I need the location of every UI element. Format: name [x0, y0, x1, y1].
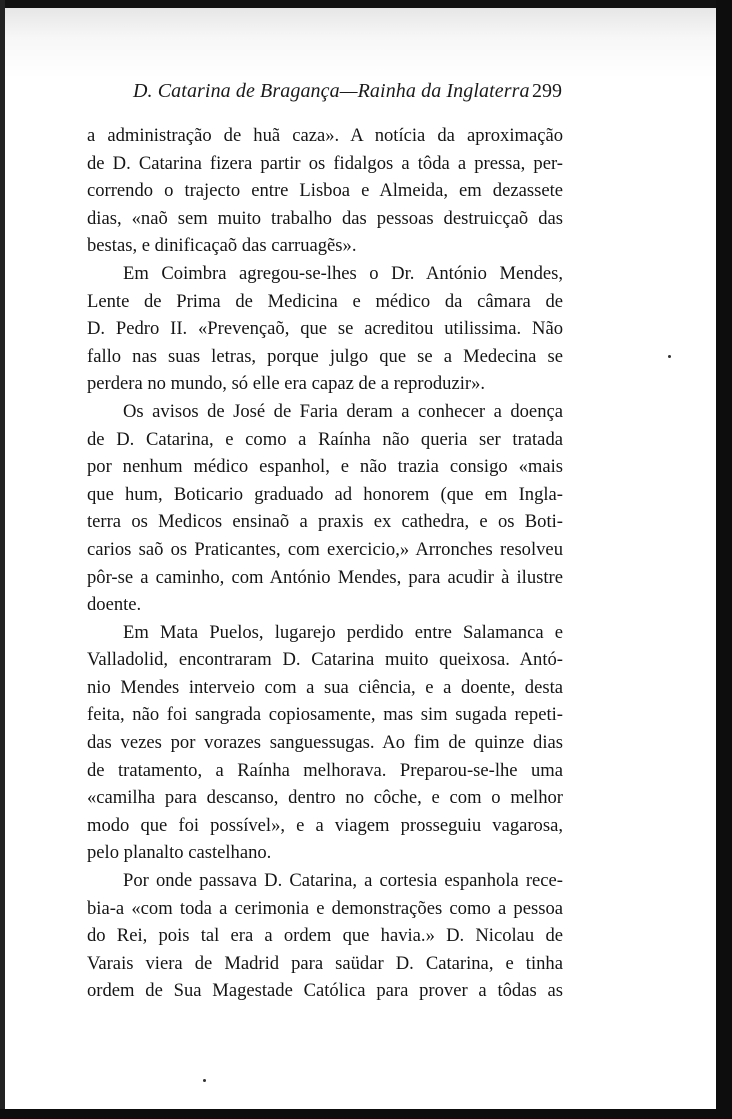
- text-line: das vezes por vorazes sanguessugas. Ao fim de quinze dias: [87, 732, 563, 754]
- text-line: feita, não foi sangrada copiosamente, mas sim sugada repeti-: [87, 704, 563, 726]
- text-line: bestas, e dinificaçaõ das carruagẽs».: [87, 235, 357, 257]
- book-page: [5, 8, 716, 1109]
- text-line: a administração de huã caza». A notícia da aproximação: [87, 125, 563, 146]
- text-line: Em Mata Puelos, lugarejo perdido entre Salamanca e: [123, 621, 563, 643]
- paragraph: [87, 122, 563, 260]
- text-line: Varais viera de Madrid para saüdar D. Catarina, e tinha: [87, 952, 563, 974]
- text-line: pôr-se a caminho, com António Mendes, para acudir à ilustre: [87, 566, 563, 588]
- text-line: dias, «naõ sem muito trabalho das pessoas destruicçaõ das: [87, 207, 563, 229]
- text-line: Os avisos de José de Faria deram a conhecer a doença: [123, 400, 563, 422]
- text-line: por nenhum médico espanhol, e não trazia consigo «mais: [87, 456, 563, 478]
- page-header: [5, 74, 716, 104]
- text-line: de D. Catarina fizera partir os fidalgos a tôda a pressa, per-: [87, 152, 563, 174]
- text-line: Lente de Prima de Medicina e médico da câmara de: [87, 290, 563, 312]
- running-head: D. Catarina de Bragança—Rainha da Inglaterra: [133, 80, 530, 102]
- scan-border-right: [716, 0, 732, 1119]
- scan-speck: [203, 1079, 206, 1082]
- paragraph: [87, 398, 563, 619]
- text-line: D. Pedro II. «Prevençaõ, que se acreditou utilissima. Não: [87, 318, 563, 340]
- text-line: correndo o trajecto entre Lisboa e Almeida, em dezassete: [87, 180, 563, 202]
- paragraph: [87, 867, 563, 1005]
- text-line: «camilha para descanso, dentro no côche, e com o melhor: [87, 787, 563, 809]
- text-line: fallo nas suas letras, porque julgo que se a Medecina se: [87, 345, 563, 367]
- text-line: que hum, Boticario graduado ad honorem (que em Ingla-: [87, 483, 563, 505]
- text-line: terra os Medicos ensinaõ a praxis ex cathedra, e os Boti-: [87, 511, 563, 533]
- page-number: 299: [532, 80, 562, 102]
- text-line: ordem de Sua Magestade Católica para prover a tôdas as: [87, 980, 563, 1002]
- text-line: Em Coimbra agregou-se-lhes o Dr. António Mendes,: [123, 262, 563, 284]
- paragraph: [87, 619, 563, 867]
- text-line: pelo planalto castelhano.: [87, 842, 272, 864]
- text-line: bia-a «com toda a cerimonia e demonstrações como a pessoa: [87, 897, 563, 919]
- body-text: [87, 122, 563, 1005]
- scan-border-left: [0, 0, 5, 1119]
- scan-speck: [668, 355, 671, 358]
- text-line: perdera no mundo, só elle era capaz de a reproduzir».: [87, 373, 486, 395]
- scan-border-bottom: [0, 1109, 732, 1119]
- text-line: doente.: [87, 594, 142, 616]
- text-line: de tratamento, a Raínha melhorava. Preparou-se-lhe uma: [87, 759, 563, 781]
- text-line: carios saõ os Praticantes, com exercicio,» Arronches resolveu: [87, 538, 563, 560]
- text-line: de D. Catarina, e como a Raínha não queria ser tratada: [87, 428, 563, 450]
- text-line: nio Mendes interveio com a sua ciência, e a doente, desta: [87, 676, 563, 698]
- text-line: modo que foi possível», e a viagem prosseguiu vagarosa,: [87, 814, 563, 836]
- paragraph: [87, 260, 563, 398]
- text-line: do Rei, pois tal era a ordem que havia.» D. Nicolau de: [87, 925, 563, 947]
- text-line: Valladolid, encontraram D. Catarina muito queixosa. Antó-: [87, 649, 563, 671]
- text-line: Por onde passava D. Catarina, a cortesia espanhola rece-: [123, 870, 563, 892]
- scan-border-top: [0, 0, 732, 8]
